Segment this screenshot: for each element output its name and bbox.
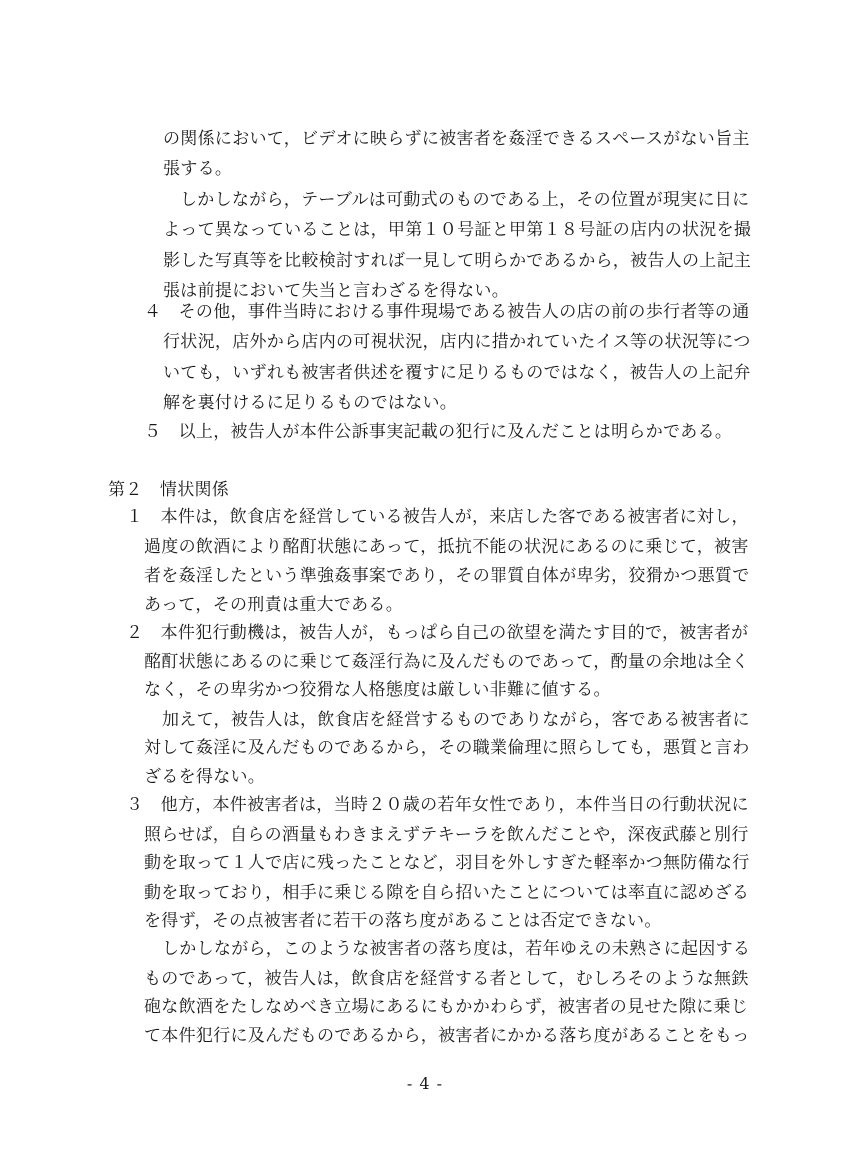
text-line-2: 張する。 — [163, 159, 233, 179]
text-line-8: 行状況，店外から店内の可視状況，店内に措かれていたイス等の状況等につ — [163, 332, 751, 352]
text-line-25: 動を取って１人で店に残ったことなど，羽目を外しすぎた軽率かつ無防備な行 — [144, 853, 750, 873]
text-line-21: 対して姦淫に及んだものであるから，その職業倫理に照らしても，悪質と言わ — [144, 738, 750, 758]
text-line-14: 過度の飲酒により酩酊状態にあって，抵抗不能の状況にあるのに乗じて，被害 — [144, 537, 749, 557]
text-line-11: ５ 以上，被告人が本件公訴事実記載の犯行に及んだことは明らかである。 — [144, 422, 733, 442]
text-line-18: 酩酊状態にあるのに乗じて姦淫行為に及んだものであって，酌量の余地は全く — [144, 652, 749, 672]
text-line-1: の関係において，ビデオに映らずに被害者を姦淫できるスペースがない旨主 — [163, 129, 750, 149]
text-line-22: ざるを得ない。 — [144, 767, 266, 787]
text-line-4: よって異なっていることは，甲第１０号証と甲第１８号証の店内の状況を撮 — [163, 220, 752, 240]
text-line-3: しかしながら，テーブルは可動式のものである上，その位置が現実に日に — [180, 190, 750, 210]
text-line-31: て本件犯行に及んだものであるから，被害者にかかる落ち度があることをもっ — [144, 1026, 750, 1046]
text-line-9: いても，いずれも被害者供述を覆すに足りるものではなく，被告人の上記弁 — [163, 363, 751, 383]
text-line-30: 砲な飲酒をたしなめべき立場にあるにもかかわらず，被害者の見せた隙に乗じ — [144, 997, 749, 1017]
text-line-7: ４ その他，事件当時における事件現場である被告人の店の前の歩行者等の通 — [144, 302, 750, 322]
text-line-16: あって，その刑責は重大である。 — [144, 595, 403, 615]
text-line-23: ３ 他方，本件被害者は，当時２０歳の若年女性であり，本件当日の行動状況に — [126, 795, 749, 815]
page-number: - 4 - — [406, 1074, 444, 1093]
text-line-28: しかしながら，このような被害者の落ち度は，若年ゆえの未熟さに起因する — [162, 939, 751, 959]
section-heading: 第２ 情状関係 — [108, 480, 230, 500]
text-line-19: なく，その卑劣かつ狡猾な人格態度は厳しい非難に値する。 — [144, 680, 611, 700]
text-line-10: 解を裏付けるに足りるものではない。 — [163, 393, 458, 413]
text-line-27: を得ず，その点被害者に若干の落ち度があることは否定できない。 — [144, 911, 662, 931]
text-line-29: ものであって，被告人は，飲食店を経営する者として，むしろそのような無鉄 — [144, 969, 749, 989]
text-line-17: ２ 本件犯行動機は，被告人が，もっぱら自己の欲望を満たす目的で，被害者が — [126, 623, 749, 643]
text-line-5: 影した写真等を比較検討すれば一見して明らかであるから，被告人の上記主 — [163, 251, 752, 271]
text-line-6: 張は前提において失当と言わざるを得ない。 — [163, 281, 509, 301]
text-line-26: 動を取っており，相手に乗じる隙を自ら招いたことについては率直に認めざる — [144, 883, 750, 903]
text-line-24: 照らせば，自らの酒量もわきまえずテキーラを飲んだことや，深夜武藤と別行 — [144, 825, 749, 845]
text-line-15: 者を姦淫したという準強姦事案であり，その罪質自体が卑劣，狡猾かつ悪質で — [144, 566, 750, 586]
text-line-13: １ 本件は，飲食店を経営している被告人が，来店した客である被害者に対し， — [126, 507, 749, 527]
text-line-20: 加えて，被告人は，飲食店を経営するものでありながら，客である被害者に — [162, 710, 750, 730]
